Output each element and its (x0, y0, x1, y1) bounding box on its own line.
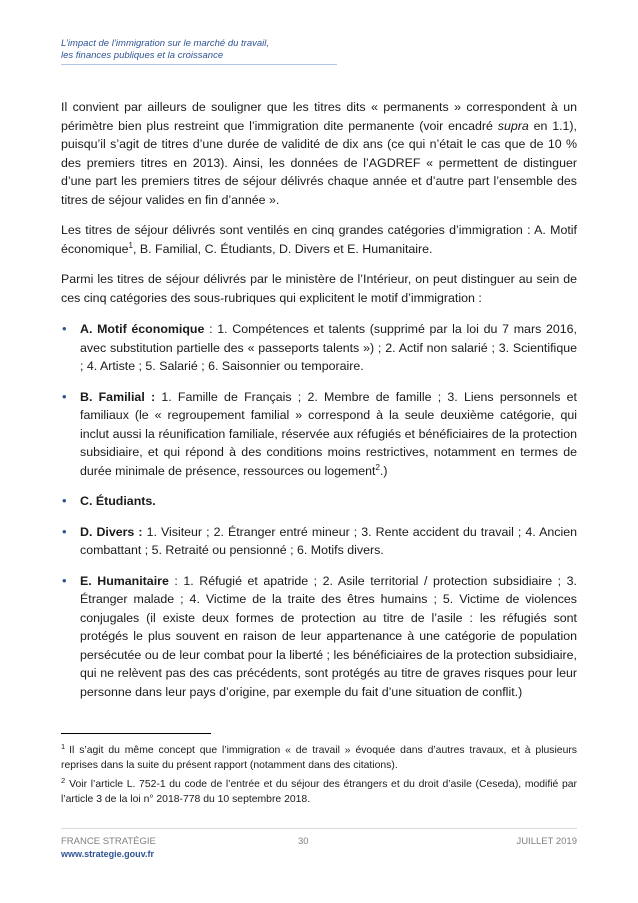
supra-italic: supra (497, 118, 529, 133)
paragraph-3: Parmi les titres de séjour délivrés par le ministère de l’Intérieur, on peut distinguer au sein de ces cinq catégories des sous-rubriques qui explicitent le motif d’immigration : (61, 272, 577, 305)
bullet-icon: • (62, 572, 67, 588)
list-item-e: • E. Humanitaire : 1. Réfugié et apatride ; 2. Asile territorial / protection subsidiaire ; 3. Étranger malade ; 4. Victime de la traite des êtres humains ; 5. Victime de violences conjugales (il existe deux formes de protection au titre de l’asile : les réfugiés sont protégés le plus souvent en raison de leur appartenance à une catégorie de population persécutée ou de leur combat pour la liberté ; les bénéficiaires de la protection subsidiaire, qui ne relèvent pas des cas précédents, sont protégés au titre de graves risques pour leur personne dans leur pays d’origine, par exemple du fait d’une situation de conflit.) (62, 572, 577, 699)
footnote-ref-1[interactable]: 1 (128, 240, 133, 250)
list-item-b: • B. Familial : 1. Famille de Français ; 2. Membre de famille ; 3. Liens personnels et familiaux (le « regroupement familial » correspond à la seule deuxième catégorie, qui inclut aussi la réunification familiale, réservée aux réfugiés et bénéficiaires de la protection subsidiaire, et qui répond à des conditions moins restrictives, notamment en termes de durée minimale de présence, ressources ou logement$^2$.) (62, 388, 577, 478)
paragraph-2: Les titres de séjour délivrés sont ventilés en cinq grandes catégories d’immigration : A. Motif économique$^1$, B. Familial, C. Étudiants, D. Divers et E. Humanitaire. (61, 223, 577, 256)
category-title: D. Divers : (80, 524, 143, 539)
footer-org: FRANCE STRATÉGIE (61, 836, 156, 847)
header-line-2: les finances publiques et la croissance (61, 49, 224, 61)
running-header (61, 38, 336, 61)
footnote-ref-2[interactable]: 2 (375, 462, 380, 472)
category-title: C. Étudiants. (80, 494, 156, 508)
bullet-icon: • (62, 523, 67, 539)
list-item-d: • D. Divers : 1. Visiteur ; 2. Étranger entré mineur ; 3. Rente accident du travail ; 4. Ancien combattant ; 5. Retraité ou pensionné ; 6. Motifs divers. (62, 523, 577, 557)
footer-date: JUILLET 2019 (516, 836, 577, 847)
header-line-1: L’impact de l’immigration sur le marché du travail, (61, 38, 270, 49)
list-item-c (61, 492, 577, 511)
category-title: E. Humanitaire (80, 573, 169, 588)
bullet-icon: • (62, 388, 67, 404)
footnote-divider (61, 733, 211, 734)
footer-url-link[interactable]: www.strategie.gouv.fr (61, 849, 155, 859)
footer-divider (61, 828, 577, 829)
page-number: 30 (298, 836, 309, 847)
list-item-a: • A. Motif économique : 1. Compétences et talents (supprimé par la loi du 7 mars 2016, avec substitution partielle des « passeports talents ») ; 2. Actif non salarié ; 3. Scientifique ; 4. Artiste ; 5. Salarié ; 6. Saisonnier ou temporaire. (62, 321, 577, 373)
main-content (61, 98, 577, 713)
footnote-2: $^2$ Voir l’article L. 752-1 du code de l’entrée et du séjour des étrangers et du droit d’asile (Ceseda), modifié par l’article 3 de la loi n° 2018-778 du 10 septembre 2018. (61, 775, 577, 805)
footnote-1: $^1$ Il s’agit du même concept que l’immigration « de travail » évoquée dans d’autres travaux, et à plusieurs reprises dans la suite du présent rapport (notamment dans des citations). (61, 741, 577, 771)
footnotes (61, 743, 577, 811)
category-title: A. Motif économique (80, 322, 205, 336)
category-title: B. Familial : (80, 389, 156, 404)
bullet-icon: • (62, 321, 67, 336)
category-list (61, 320, 577, 701)
bullet-icon: • (62, 493, 67, 508)
header-divider (61, 64, 337, 65)
footer-left (61, 836, 156, 860)
paragraph-1: Il convient par ailleurs de souligner que les titres dits « permanents » correspondent à un périmètre bien plus restreint que l’immigration dite permanente (voir encadré supra en 1.1), puisqu’il s’agit de titres d’une durée de validité de dix ans (ce qui n’était le cas que de 10 % des premiers titres en 2013). Ainsi, les données de l’AGDREF « permettent de distinguer d’une part les premiers titres de séjour délivrés chaque année et d’autre part l’ensemble des titres de séjour valides en fin d’année ». (61, 100, 577, 207)
